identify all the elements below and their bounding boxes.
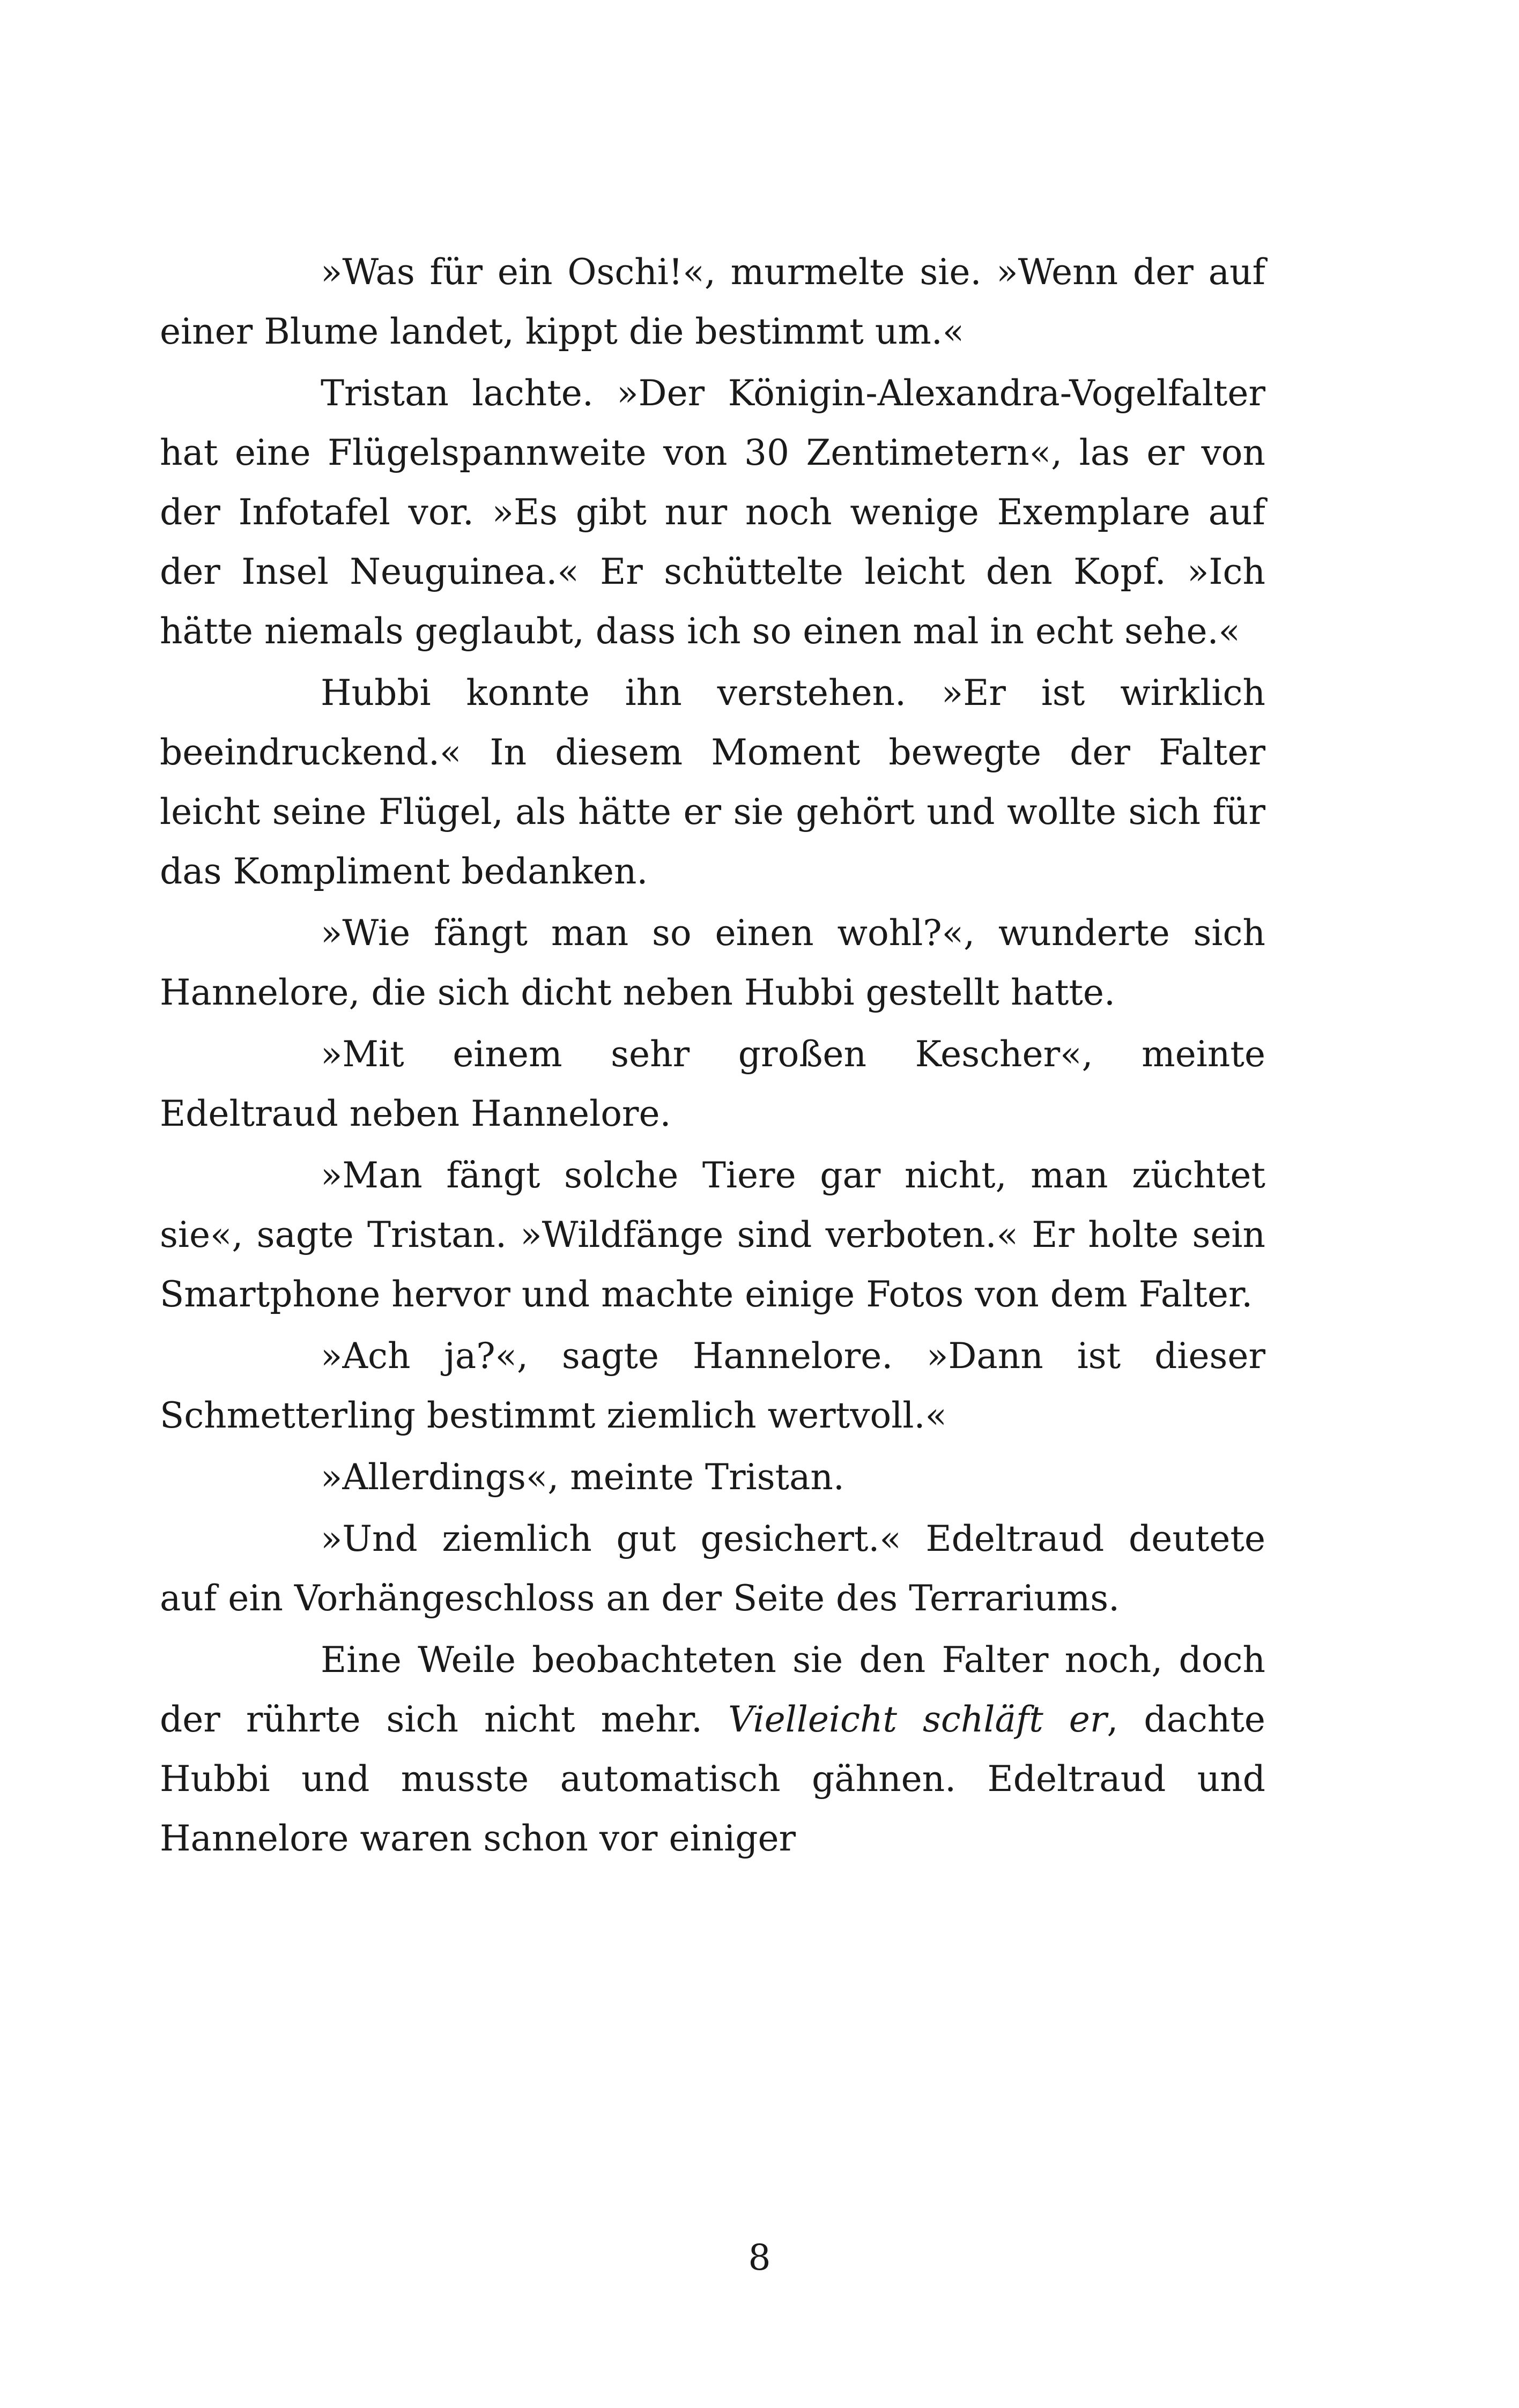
- last-paragraph-end: , dachte Hubbi und musste automatisch gähnen. Edeltraud und Hannelore waren schon vor einiger: [160, 1699, 1265, 1859]
- paragraph: »Allerdings«, meinte Tristan.: [321, 1456, 844, 1498]
- paragraph: »Wie fängt man so einen wohl?«, wunderte sich Hannelore, die sich dicht neben Hubbi gestellt hatte.: [160, 912, 1265, 1013]
- last-paragraph-start: Eine Weile beobachteten sie den Falter noch, doch der rührte sich nicht mehr.: [160, 1639, 1265, 1740]
- paragraph: »Und ziemlich gut gesichert.« Edeltraud deutete auf ein Vorhängeschloss an der Seite des Terrariums.: [160, 1518, 1265, 1619]
- italic-thought: Vielleicht schläft er: [728, 1699, 1107, 1740]
- paragraph: »Ach ja?«, sagte Hannelore. »Dann ist dieser Schmetterling bestimmt ziemlich wertvoll.«: [160, 1335, 1265, 1436]
- last-paragraph: [160, 1630, 1265, 1868]
- paragraph: Hubbi konnte ihn verstehen. »Er ist wirklich beeindruckend.« In diesem Moment bewegte der Falter leicht seine Flügel, als hätte er sie gehört und wollte sich für das Kompliment bedanken.: [160, 672, 1265, 892]
- body-text: [160, 242, 1265, 1870]
- paragraph: Tristan lachte. »Der Königin-Alexandra-Vogelfalter hat eine Flügelspannweite von 30 Zentimetern«, las er von der Infotafel vor. »Es gibt nur noch wenige Exemplare auf der Insel Neuguinea.« Er schüttelte leicht den Kopf. »Ich hätte niemals geglaubt, dass ich so einen mal in echt sehe.«: [160, 373, 1265, 652]
- paragraph: »Was für ein Oschi!«, murmelte sie. »Wenn der auf einer Blume landet, kippt die bestimmt um.«: [160, 251, 1265, 352]
- paragraph: »Man fängt solche Tiere gar nicht, man züchtet sie«, sagte Tristan. »Wildfänge sind verboten.« Er holte sein Smartphone hervor und machte einige Fotos von dem Falter.: [160, 1155, 1265, 1315]
- page-number: 8: [748, 2237, 771, 2278]
- paragraph: »Mit einem sehr großen Kescher«, meinte Edeltraud neben Hannelore.: [160, 1034, 1265, 1134]
